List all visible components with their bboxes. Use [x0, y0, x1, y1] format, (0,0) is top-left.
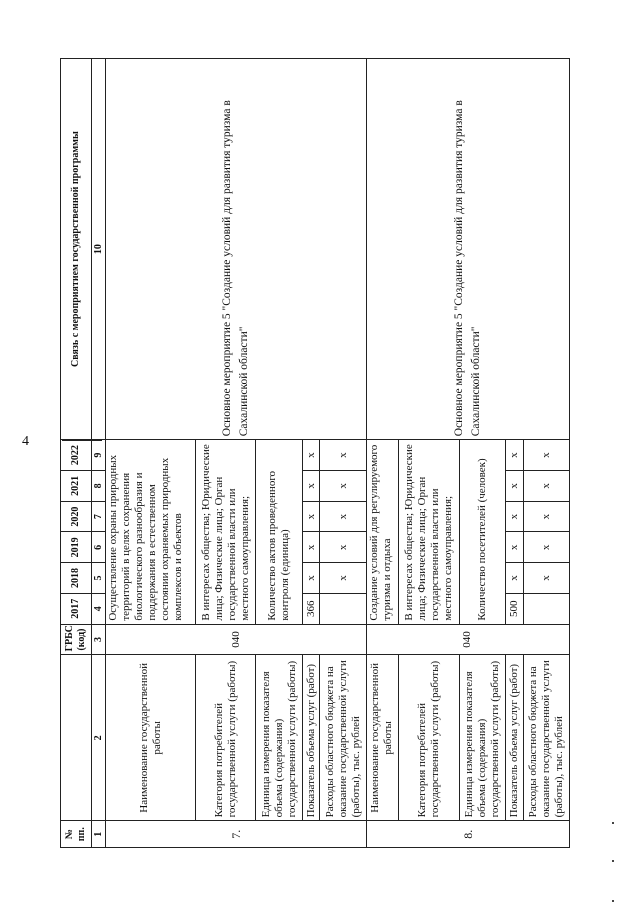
volume-2021: x	[505, 470, 523, 501]
label-budget: Расходы областного бюджета на оказание государственной услуги (работы), тыс. рублей	[523, 655, 569, 821]
label-service-name: Наименование государственной работы	[106, 655, 195, 821]
budget-2018: x	[523, 563, 569, 594]
scan-artifact	[612, 860, 614, 862]
budget-2017	[523, 593, 569, 624]
label-budget: Расходы областного бюджета на оказание государственной услуги (работы), тыс. рублей	[320, 655, 366, 821]
budget-2020: x	[320, 501, 366, 532]
volume-2020: x	[505, 501, 523, 532]
volume-2017: 366	[302, 593, 320, 624]
header-no: № пп.	[61, 821, 92, 848]
label-volume: Показатель объема услуг (работ)	[302, 655, 320, 821]
column-number: 6	[91, 532, 105, 563]
label-service-name: Наименование государственной работы	[366, 655, 398, 821]
header-year-2022: 2022	[61, 440, 92, 471]
budget-2021: x	[523, 470, 569, 501]
header-year-2021: 2021	[61, 470, 92, 501]
label-volume: Показатель объема услуг (работ)	[505, 655, 523, 821]
label-unit: Единица измерения показателя объема (содержания) государственной услуги (работы)	[459, 655, 505, 821]
scan-artifact	[612, 822, 614, 824]
header-year-2020: 2020	[61, 501, 92, 532]
volume-2020: x	[302, 501, 320, 532]
service-name-value: Осуществление охраны природных территорий в целях сохранения биологического разнообразия и поддержания в естественном состоянии охраняемых природных комплексов и объектов	[106, 440, 195, 624]
table-header-row	[61, 59, 92, 848]
service-name-value: Создание условий для регулируемого туризма и отдыха	[366, 440, 398, 624]
volume-2019: x	[505, 532, 523, 563]
column-number: 8	[91, 470, 105, 501]
volume-2022: x	[302, 440, 320, 471]
column-number: 10	[91, 59, 105, 440]
header-link: Связь с мероприятием государственной программы	[61, 59, 92, 440]
unit-value: Количество актов проведенного контроля (единица)	[256, 440, 302, 624]
budget-2021: x	[320, 470, 366, 501]
table-row	[366, 59, 398, 848]
page-number: 4	[22, 434, 29, 449]
column-number: 7	[91, 501, 105, 532]
column-numbers-row	[91, 59, 105, 848]
column-number: 4	[91, 593, 105, 624]
header-year-2019: 2019	[61, 532, 92, 563]
volume-2021: x	[302, 470, 320, 501]
volume-2018: x	[302, 563, 320, 594]
budget-2019: x	[523, 532, 569, 563]
consumer-value: В интересах общества; Юридические лица; Физические лица; Орган государственной власти или местного самоуправления;	[398, 440, 459, 624]
grbs-code: 040	[106, 624, 366, 655]
header-name	[61, 655, 92, 821]
label-consumer: Категория потребителей государственной услуги (работы)	[195, 655, 256, 821]
consumer-value: В интересах общества; Юридические лица; Физические лица; Орган государственной власти или местного самоуправления;	[195, 440, 256, 624]
label-unit: Единица измерения показателя объема (содержания) государственной услуги (работы)	[256, 655, 302, 821]
column-number: 2	[91, 655, 105, 821]
program-link: Основное мероприятие 5 "Создание условий для развития туризма в Сахалинской области"	[106, 59, 366, 440]
column-number: 5	[91, 563, 105, 594]
program-works-table	[60, 58, 570, 848]
volume-2017: 500	[505, 593, 523, 624]
volume-2019: x	[302, 532, 320, 563]
rotated-table-container	[60, 58, 570, 848]
header-grbs: ГРБС (код)	[61, 624, 92, 655]
scan-artifact	[612, 900, 614, 902]
volume-2018: x	[505, 563, 523, 594]
row-number: 8.	[366, 821, 569, 848]
budget-2020: x	[523, 501, 569, 532]
budget-2022: x	[523, 440, 569, 471]
budget-2017	[320, 593, 366, 624]
column-number: 3	[91, 624, 105, 655]
budget-2019: x	[320, 532, 366, 563]
grbs-code: 040	[366, 624, 569, 655]
volume-2022: x	[505, 440, 523, 471]
column-number: 1	[91, 821, 105, 848]
program-link: Основное мероприятие 5 "Создание условий для развития туризма в Сахалинской области"	[366, 59, 569, 440]
header-year-2018: 2018	[61, 563, 92, 594]
table-row	[106, 59, 195, 848]
budget-2022: x	[320, 440, 366, 471]
row-number: 7.	[106, 821, 366, 848]
budget-2018: x	[320, 563, 366, 594]
column-number: 9	[91, 440, 105, 471]
unit-value: Количество посетителей (человек)	[459, 440, 505, 624]
label-consumer: Категория потребителей государственной услуги (работы)	[398, 655, 459, 821]
header-year-2017: 2017	[61, 593, 92, 624]
